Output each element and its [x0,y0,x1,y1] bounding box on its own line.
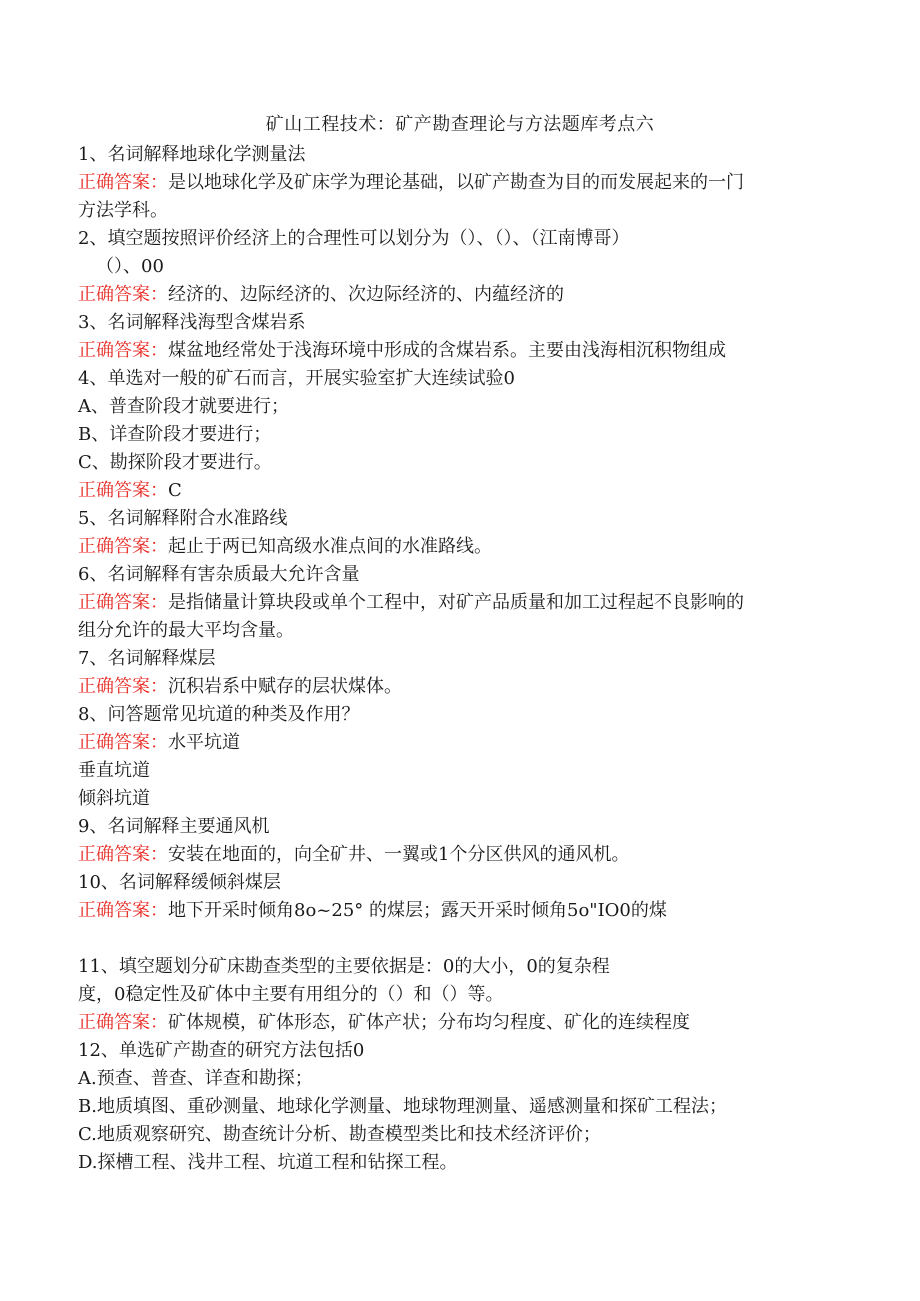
answer-7-text: 沉积岩系中赋存的层状煤体。 [168,676,402,697]
question-2-cont: （）、00 [96,256,164,277]
answer-6-text: 是指储量计算块段或单个工程中，对矿产品质量和加工过程起不良影响的 [168,592,744,613]
answer-8-text: 水平坑道 [168,732,240,753]
question-12: 12、单选矿产勘查的研究方法包括0 [78,1040,365,1061]
answer-6-cont: 组分允许的最大平均含量。 [78,620,294,641]
question-4: 4、单选对一般的矿石而言，开展实验室扩大连续试验0 [78,368,515,389]
question-3: 3、名词解释浅海型含煤岩系 [78,312,306,333]
answer-2-text: 经济的、边际经济的、次边际经济的、内蕴经济的 [168,284,564,305]
question-2: 2、填空题按照评价经济上的合理性可以划分为（）、（）、（江南博哥） [78,228,630,249]
answer-10-text: 地下开采时倾角8o~25° 的煤层；露天开采时倾角5o"IO0的煤 [168,900,667,921]
question-11-cont: 度，0稳定性及矿体中主要有用组分的（）和（）等。 [78,984,504,1005]
answer-3-text: 煤盆地经常处于浅海环境中形成的含煤岩系。主要由浅海相沉积物组成 [168,340,726,361]
option-12d: D.探槽工程、浅井工程、坑道工程和钻探工程。 [78,1152,458,1173]
option-4c: C、勘探阶段才要进行。 [78,452,272,473]
answer-label: 正确答案： [78,844,168,865]
answer-2 [78,282,848,308]
answer-label: 正确答案： [78,480,168,501]
answer-label: 正确答案： [78,172,168,193]
option-4a: A、普查阶段才就要进行； [78,396,289,417]
answer-3 [78,338,848,364]
answer-5 [78,534,848,560]
answer-8-line3: 倾斜坑道 [78,788,150,809]
answer-1 [78,170,848,196]
option-12c: C.地质观察研究、勘查统计分析、勘查模型类比和技术经济评价； [78,1124,601,1145]
answer-label: 正确答案： [78,284,168,305]
answer-label: 正确答案： [78,592,168,613]
answer-5-text: 起止于两已知高级水准点间的水准路线。 [168,536,492,557]
answer-label: 正确答案： [78,676,168,697]
question-6: 6、名词解释有害杂质最大允许含量 [78,564,360,585]
option-4b: B、详查阶段才要进行； [78,424,272,445]
answer-label: 正确答案： [78,536,168,557]
question-1: 1、名词解释地球化学测量法 [78,144,306,165]
answer-11 [78,1010,848,1036]
question-10: 10、名词解释缓倾斜煤层 [78,872,281,893]
answer-label: 正确答案： [78,900,168,921]
answer-label: 正确答案： [78,1012,168,1033]
answer-8 [78,730,848,756]
answer-7 [78,674,848,700]
answer-8-line2: 垂直坑道 [78,760,150,781]
question-11: 11、填空题划分矿床勘查类型的主要依据是：0的大小，0的复杂程 [78,956,610,977]
answer-6 [78,590,848,616]
answer-4-text: C [168,480,182,501]
question-5: 5、名词解释附合水准路线 [78,508,288,529]
answer-4 [78,478,848,504]
answer-1-text: 是以地球化学及矿床学为理论基础，以矿产勘查为目的而发展起来的一门 [168,172,744,193]
answer-9-text: 安装在地面的，向全矿井、一翼或1个分区供风的通风机。 [168,844,630,865]
option-12b: B.地质填图、重砂测量、地球化学测量、地球物理测量、遥感测量和探矿工程法； [78,1096,727,1117]
question-9: 9、名词解释主要通风机 [78,816,270,837]
question-8: 8、问答题常见坑道的种类及作用？ [78,704,360,725]
answer-11-text: 矿体规模，矿体形态，矿体产状；分布均匀程度、矿化的连续程度 [168,1012,690,1033]
answer-label: 正确答案： [78,340,168,361]
answer-label: 正确答案： [78,732,168,753]
question-7: 7、名词解释煤层 [78,648,216,669]
document-title: 矿山工程技术：矿产勘查理论与方法题库考点六 [265,114,655,135]
answer-9 [78,842,848,868]
answer-10 [78,898,848,924]
answer-1-cont: 方法学科。 [78,200,168,221]
option-12a: A.预查、普查、详查和勘探； [78,1068,313,1089]
